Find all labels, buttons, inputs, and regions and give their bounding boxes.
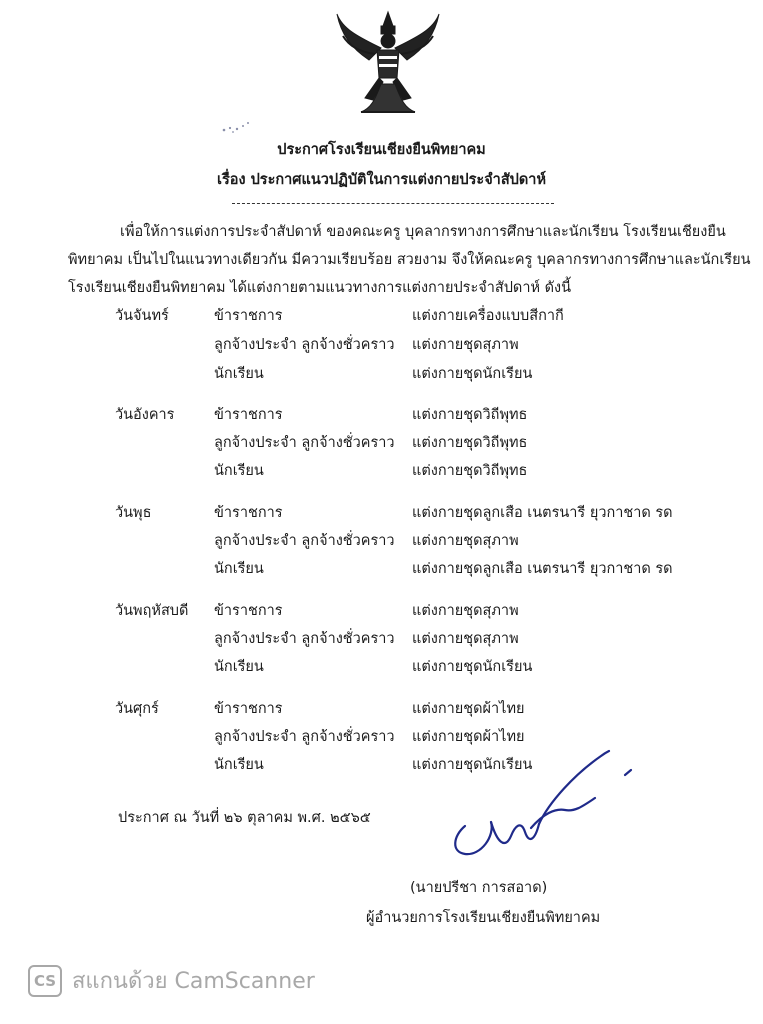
handwritten-signature bbox=[425, 740, 645, 880]
group-label: นักเรียน bbox=[214, 463, 264, 479]
intro-line-1: เพื่อให้การแต่งการประจำสัปดาห์ ของคณะครู บุคลากรทางการศึกษาและนักเรียน โรงเรียนเชียงยืน bbox=[120, 224, 726, 240]
group-label: ลูกจ้างประจำ ลูกจ้างชั่วคราว bbox=[214, 729, 395, 745]
garuda-emblem bbox=[331, 8, 445, 116]
signatory-name: (นายปรีชา การสอาด) bbox=[410, 880, 548, 896]
dress-code: แต่งกายชุดผ้าไทย bbox=[412, 701, 525, 717]
intro-line-3: โรงเรียนเชียงยืนพิทยาคม ได้แต่งกายตามแนวทางการแต่งกายประจำสัปดาห์ ดังนี้ bbox=[68, 280, 572, 296]
dress-code: แต่งกายชุดผ้าไทย bbox=[412, 729, 525, 745]
group-label: ข้าราชการ bbox=[214, 308, 283, 324]
signatory-position: ผู้อำนวยการโรงเรียนเชียงยืนพิทยาคม bbox=[366, 910, 601, 926]
dress-code: แต่งกายชุดลูกเสือ เนตรนารี ยุวกาชาด รด bbox=[412, 561, 673, 577]
group-label: ลูกจ้างประจำ ลูกจ้างชั่วคราว bbox=[214, 631, 395, 647]
group-label: ลูกจ้างประจำ ลูกจ้างชั่วคราว bbox=[214, 533, 395, 549]
announcement-title: ประกาศโรงเรียนเชียงยืนพิทยาคม bbox=[277, 142, 486, 158]
group-label: ข้าราชการ bbox=[214, 701, 283, 717]
dress-code: แต่งกายชุดนักเรียน bbox=[412, 659, 533, 675]
dress-code: แต่งกายชุดสุภาพ bbox=[412, 533, 519, 549]
day-label: วันอังคาร bbox=[115, 407, 175, 423]
dress-code: แต่งกายชุดลูกเสือ เนตรนารี ยุวกาชาด รด bbox=[412, 505, 673, 521]
dress-code: แต่งกายชุดสุภาพ bbox=[412, 603, 519, 619]
dress-code: แต่งกายชุดวิถีพุทธ bbox=[412, 435, 528, 451]
dress-code: แต่งกายชุดสุภาพ bbox=[412, 337, 519, 353]
camscanner-watermark bbox=[28, 963, 315, 998]
dress-code: แต่งกายเครื่องแบบสีกากี bbox=[412, 308, 564, 324]
group-label: นักเรียน bbox=[214, 366, 264, 382]
dress-code: แต่งกายชุดสุภาพ bbox=[412, 631, 519, 647]
scan-specks bbox=[218, 120, 258, 136]
camscanner-logo-icon: CS bbox=[28, 965, 62, 997]
dress-code: แต่งกายชุดนักเรียน bbox=[412, 366, 533, 382]
group-label: ข้าราชการ bbox=[214, 407, 283, 423]
dress-code: แต่งกายชุดวิถีพุทธ bbox=[412, 463, 528, 479]
group-label: นักเรียน bbox=[214, 659, 264, 675]
day-label: วันพฤหัสบดี bbox=[115, 603, 189, 619]
intro-line-2: พิทยาคม เป็นไปในแนวทางเดียวกัน มีความเรียบร้อย สวยงาม จึงให้คณะครู บุคลากรทางการศึกษาและนักเรียน bbox=[68, 252, 751, 268]
announcement-date: ประกาศ ณ วันที่ ๒๖ ตุลาคม พ.ศ. ๒๕๖๕ bbox=[118, 810, 371, 826]
dress-code: แต่งกายชุดวิถีพุทธ bbox=[412, 407, 528, 423]
day-label: วันศุกร์ bbox=[115, 701, 159, 717]
group-label: นักเรียน bbox=[214, 561, 264, 577]
announcement-subject: เรื่อง ประกาศแนวปฏิบัติในการแต่งกายประจำสัปดาห์ bbox=[217, 172, 546, 188]
group-label: นักเรียน bbox=[214, 757, 264, 773]
dress-code: แต่งกายชุดนักเรียน bbox=[412, 757, 533, 773]
day-label: วันจันทร์ bbox=[115, 308, 169, 324]
group-label: ลูกจ้างประจำ ลูกจ้างชั่วคราว bbox=[214, 337, 395, 353]
title-divider bbox=[232, 203, 554, 204]
watermark-text: สแกนด้วย CamScanner bbox=[72, 969, 315, 994]
group-label: ลูกจ้างประจำ ลูกจ้างชั่วคราว bbox=[214, 435, 395, 451]
group-label: ข้าราชการ bbox=[214, 505, 283, 521]
group-label: ข้าราชการ bbox=[214, 603, 283, 619]
day-label: วันพุธ bbox=[115, 505, 152, 521]
